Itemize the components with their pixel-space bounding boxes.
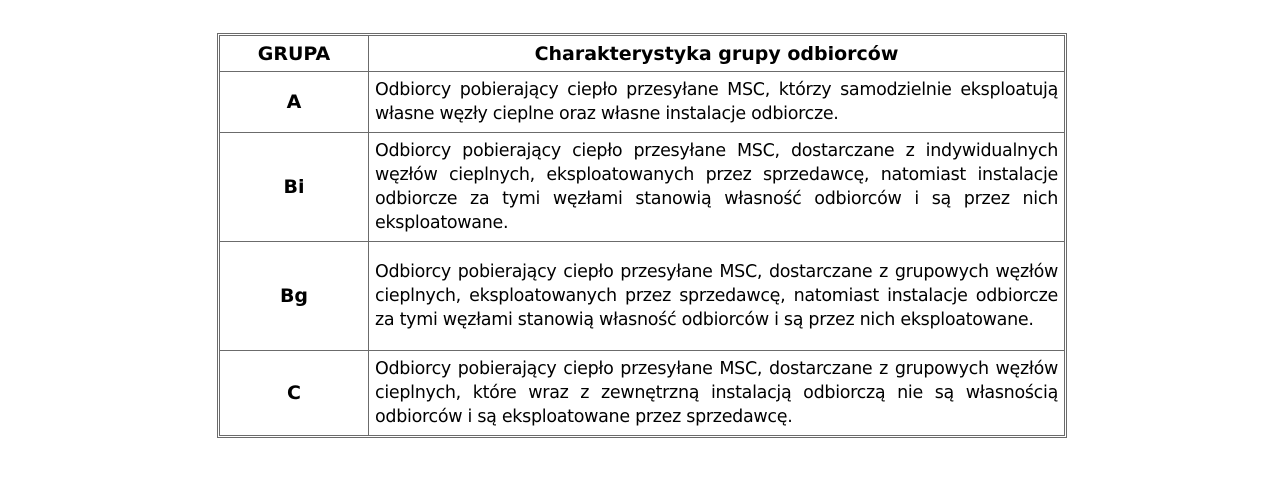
- table-row: [220, 72, 1065, 133]
- table-row: [220, 351, 1065, 436]
- customer-groups-table-frame: [217, 33, 1067, 438]
- group-code-cell: Bi: [220, 133, 369, 242]
- group-description-cell: Odbiorcy pobierający ciepło przesyłane MSC, którzy samodzielnie eksploatują własne węzły cieplne oraz własne instalacje odbiorcze.: [369, 72, 1065, 133]
- table-row: [220, 242, 1065, 351]
- group-description-cell: Odbiorcy pobierający ciepło przesyłane MSC, dostarczane z grupowych węzłów cieplnych, które wraz z zewnętrzną instalacją odbiorczą nie są własnością odbiorców i są eksploatowane przez sprzedawcę.: [369, 351, 1065, 436]
- customer-groups-table: [219, 35, 1065, 436]
- table-header-row: [220, 36, 1065, 72]
- header-group: GRUPA: [220, 36, 369, 72]
- group-code-cell: A: [220, 72, 369, 133]
- group-description-cell: Odbiorcy pobierający ciepło przesyłane MSC, dostarczane z indywidualnych węzłów cieplnych, eksploatowanych przez sprzedawcę, natomiast instalacje odbiorcze za tymi węzłami stanowią własność odbiorców i są przez nich eksploatowane.: [369, 133, 1065, 242]
- group-description-cell: Odbiorcy pobierający ciepło przesyłane MSC, dostarczane z grupowych węzłów cieplnych, eksploatowanych przez sprzedawcę, natomiast instalacje odbiorcze za tymi węzłami stanowią własność odbiorców i są przez nich eksploatowane.: [369, 242, 1065, 351]
- group-code-cell: Bg: [220, 242, 369, 351]
- group-code-cell: C: [220, 351, 369, 436]
- header-description: Charakterystyka grupy odbiorców: [369, 36, 1065, 72]
- table-row: [220, 133, 1065, 242]
